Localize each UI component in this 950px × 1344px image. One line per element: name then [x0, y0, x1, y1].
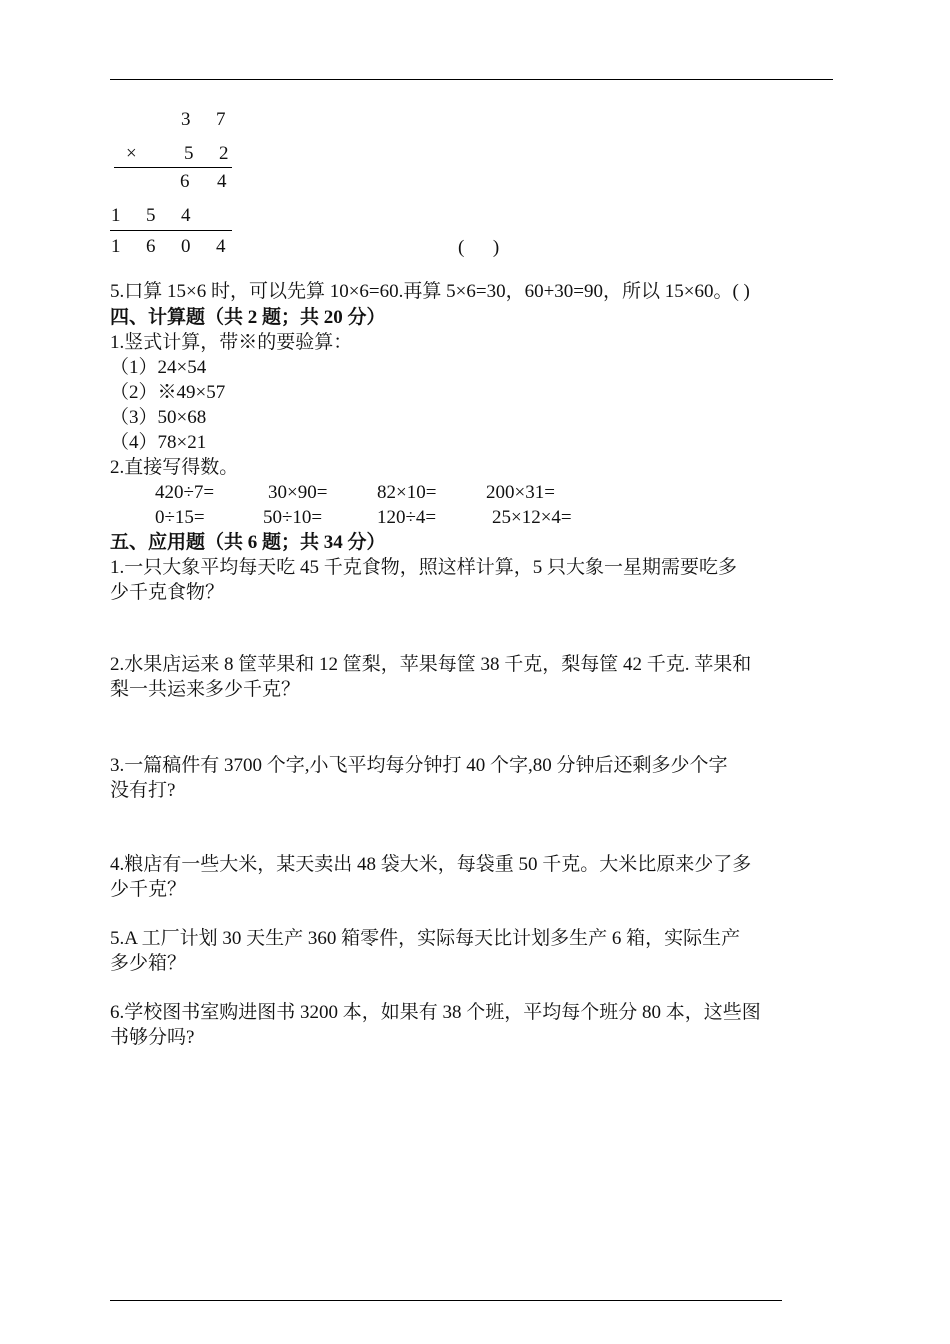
word-problem-1-line-1: 1.一只大象平均每天吃 45 千克食物，照这样计算，5 只大象一星期需要吃多 — [110, 557, 738, 578]
digit: 5 — [146, 205, 156, 226]
word-problem-3-line-2: 没有打? — [110, 780, 176, 801]
answer-blank: ( ) — [458, 237, 500, 258]
word-problem-2-line-2: 梨一共运来多少千克？ — [110, 679, 301, 700]
digit: 6 — [180, 171, 190, 192]
mental-math-item: 30×90= — [268, 482, 328, 503]
section-5-heading: 五、应用题（共 6 题；共 34 分） — [110, 532, 386, 553]
mental-math-item: 25×12×4= — [492, 507, 572, 528]
mental-math-item: 420÷7= — [155, 482, 215, 503]
digit: 4 — [216, 236, 226, 257]
mental-math-item: 120÷4= — [377, 507, 437, 528]
mental-math-item: 50÷10= — [263, 507, 323, 528]
mental-math-item: 0÷15= — [155, 507, 205, 528]
digit: 2 — [219, 143, 229, 164]
word-problem-4-line-2: 少千克？ — [110, 879, 187, 900]
calc-item: （1）24×54 — [110, 357, 207, 378]
digit: 5 — [184, 143, 194, 164]
digit: 4 — [217, 171, 227, 192]
word-problem-4-line-1: 4.粮店有一些大米，某天卖出 48 袋大米，每袋重 50 千克。大米比原来少了多 — [110, 854, 752, 875]
digit: 3 — [181, 109, 191, 130]
vm-rule — [114, 167, 232, 168]
question-5: 5.口算 15×6 时，可以先算 10×6=60.再算 5×6=30，60+30=90，所以 15×60。( ) — [110, 281, 750, 302]
calc-item: （2）※49×57 — [110, 382, 226, 403]
vm-rule — [110, 230, 232, 231]
mental-math-item: 200×31= — [486, 482, 555, 503]
multiply-operator: × — [126, 143, 137, 164]
section-4-q1-title: 1.竖式计算，带※的要验算： — [110, 332, 353, 353]
digit: 6 — [146, 236, 156, 257]
section-4-q2-title: 2.直接写得数。 — [110, 457, 239, 478]
digit: 1 — [111, 205, 121, 226]
word-problem-1-line-2: 少千克食物？ — [110, 582, 225, 603]
mental-math-item: 82×10= — [377, 482, 437, 503]
calc-item: （3）50×68 — [110, 407, 207, 428]
word-problem-6-line-1: 6.学校图书室购进图书 3200 本，如果有 38 个班，平均每个班分 80 本，这些图 — [110, 1002, 761, 1023]
digit: 4 — [181, 205, 191, 226]
word-problem-3-line-1: 3.一篇稿件有 3700 个字,小飞平均每分钟打 40 个字,80 分钟后还剩多少个字 — [110, 755, 728, 776]
header-rule — [110, 79, 833, 80]
word-problem-5-line-1: 5.A 工厂计划 30 天生产 360 箱零件，实际每天比计划多生产 6 箱，实际生产 — [110, 928, 741, 949]
calc-item: （4）78×21 — [110, 432, 207, 453]
word-problem-2-line-1: 2.水果店运来 8 筐苹果和 12 筐梨，苹果每筐 38 千克，梨每筐 42 千克. 苹果和 — [110, 654, 752, 675]
word-problem-6-line-2: 书够分吗? — [110, 1027, 195, 1048]
digit: 0 — [181, 236, 191, 257]
digit: 7 — [216, 109, 226, 130]
digit: 1 — [111, 236, 121, 257]
word-problem-5-line-2: 多少箱？ — [110, 953, 187, 974]
section-4-heading: 四、计算题（共 2 题；共 20 分） — [110, 307, 386, 328]
footer-rule — [110, 1300, 782, 1301]
